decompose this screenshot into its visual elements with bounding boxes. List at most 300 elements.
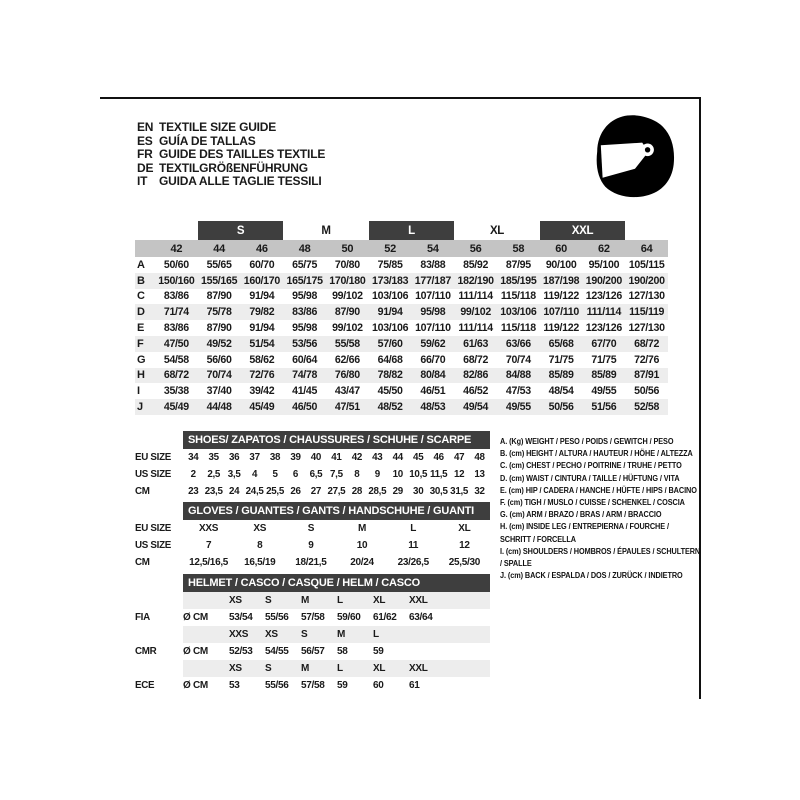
lang-row-en: [137, 121, 325, 135]
measure-value-cell: 72/76: [634, 353, 660, 366]
measure-value-cell: 65/68: [540, 336, 583, 352]
row-letter: A: [137, 258, 145, 271]
gloves-value-cell: 10: [356, 540, 368, 551]
diameter-unit-label: Ø CM: [183, 612, 208, 623]
measure-value-cell: 123/126: [585, 290, 622, 303]
helmet-size-row: [135, 626, 490, 643]
measure-value-cell: 55/65: [206, 258, 232, 271]
measure-value-cell: 160/170: [241, 273, 284, 289]
helmet-size-cell: XL: [371, 660, 407, 677]
size-group-xxl: XXL: [540, 221, 626, 240]
measure-value-cell: 46/51: [420, 385, 446, 398]
measure-value-cell: 123/126: [585, 322, 622, 335]
measure-value-cell: 48/52: [369, 399, 412, 415]
shoes-value-cell: 4: [252, 469, 258, 480]
shoes-value-cell: 48: [474, 452, 485, 463]
row-letter: F: [135, 336, 155, 352]
lang-code: ES: [137, 133, 153, 148]
measure-value-cell: 47/50: [155, 336, 198, 352]
helmet-value-cell: 60: [373, 680, 384, 691]
measure-value-cell: 43/47: [334, 385, 360, 398]
helmet-size-filler: [443, 592, 490, 609]
row-letter: D: [135, 304, 155, 320]
diameter-unit-label: Ø CM: [183, 646, 208, 657]
shoes-value-cell: 25,5: [266, 486, 284, 497]
helmet-size-spacer: [135, 592, 183, 609]
helmet-header-spacer: [135, 574, 183, 592]
helmet-size-filler: [443, 660, 490, 677]
gloves-value-cell: 9: [308, 540, 314, 551]
helmet-value-filler: [443, 643, 490, 660]
shoes-row: [135, 483, 490, 500]
measure-value-cell: 185/195: [497, 273, 540, 289]
measure-value-cell: 173/183: [369, 273, 412, 289]
measure-value-cell: 53/56: [283, 336, 326, 352]
measure-value-cell: 62/66: [334, 353, 360, 366]
shoes-value-cell: 13: [474, 469, 485, 480]
row-letter: E: [137, 322, 145, 335]
shoes-value-cell: 28: [351, 486, 362, 497]
helmet-size-cell: XS: [263, 626, 299, 643]
numeric-size-cell: 52: [369, 240, 412, 257]
shoes-value-cell: 26: [290, 486, 301, 497]
gloves-title: GLOVES / GUANTES / GANTS / HANDSCHUHE / GUANTI: [183, 502, 490, 520]
lang-code: DE: [137, 160, 154, 175]
shoes-value-cell: 7,5: [330, 469, 343, 480]
measure-value-cell: 51/56: [583, 399, 626, 415]
row-letter: H: [135, 368, 155, 384]
gloves-value-cell: 23/26,5: [397, 557, 429, 568]
measure-value-cell: 83/86: [283, 304, 326, 320]
helmet-size-unit-spacer: [183, 660, 227, 677]
helmet-size-cell: L: [371, 626, 407, 643]
gloves-value-cell: 12,5/16,5: [189, 557, 229, 568]
shoes-value-cell: 30,5: [429, 486, 448, 497]
helmet-size-row: [135, 592, 490, 609]
measure-value-cell: 83/86: [163, 322, 189, 335]
legend-item: A. (Kg) WEIGHT / PESO / POIDS / GEWITCH / PESO: [500, 436, 674, 446]
gloves-value-cell: M: [358, 523, 367, 534]
measure-value-cell: 49/55: [591, 385, 617, 398]
page-title-it: GUIDA ALLE TAGLIE TESSILI: [159, 174, 322, 188]
gloves-value-cell: XL: [458, 523, 471, 534]
diameter-unit-label: Ø CM: [183, 680, 208, 691]
numeric-size-cell: 42: [155, 240, 198, 257]
gloves-value-cell: 16,5/19: [244, 557, 276, 568]
shoes-value-cell: 2,5: [207, 469, 221, 480]
gloves-row: [135, 537, 490, 554]
numeric-size-row: [135, 240, 668, 257]
page-title: TEXTILE SIZE GUIDE: [159, 120, 277, 134]
measure-value-cell: 95/98: [292, 322, 318, 335]
measure-value-cell: 82/86: [454, 368, 497, 384]
measure-value-cell: 170/180: [326, 273, 369, 289]
gloves-value-cell: 12: [459, 540, 470, 551]
shoes-value-cell: 11,5: [430, 469, 448, 480]
shoes-value-cell: 34: [188, 452, 199, 463]
measure-value-cell: 64/68: [377, 353, 403, 366]
numeric-size-cell: 46: [241, 240, 284, 257]
helmet-size-cell: S: [263, 660, 299, 677]
measure-value-cell: 71/74: [155, 304, 198, 320]
row-letter: J: [135, 399, 155, 415]
gloves-value-cell: 11: [408, 540, 419, 551]
measure-value-cell: 49/55: [497, 399, 540, 415]
shoes-value-cell: 9: [374, 469, 380, 480]
shoes-value-cell: 27: [310, 486, 322, 497]
size-group-corner: [135, 221, 155, 240]
measure-value-cell: 68/72: [625, 336, 668, 352]
helmet-size-cell: M: [335, 626, 371, 643]
measure-value-cell: 103/106: [497, 304, 540, 320]
measure-value-cell: 45/49: [241, 399, 284, 415]
measure-value-cell: 111/114: [458, 290, 493, 303]
measure-value-cell: 63/66: [497, 336, 540, 352]
lang-code: FR: [137, 147, 153, 161]
legend-item: D. (cm) WAIST / CINTURA / TAILLE / HÜFTUNG / VITA: [500, 472, 680, 483]
measure-value-cell: 47/51: [326, 399, 369, 415]
gloves-value-cell: 7: [205, 540, 212, 551]
gloves-row: [135, 554, 490, 571]
measure-row-e: [135, 320, 668, 336]
measure-value-cell: 60/70: [249, 258, 275, 271]
measure-value-cell: 115/119: [625, 304, 668, 320]
measure-value-cell: 48/54: [548, 385, 574, 398]
helmet-size-cell: L: [335, 592, 371, 609]
shoes-value-cell: 46: [433, 452, 444, 463]
helmet-size-spacer: [135, 626, 183, 643]
row-label: EU SIZE: [135, 449, 183, 466]
measure-value-cell: 95/100: [588, 258, 620, 271]
numeric-size-cell: 64: [625, 240, 668, 257]
measure-row-i: [135, 383, 668, 399]
shoes-value-cell: 31,5: [450, 486, 469, 497]
measure-value-cell: 84/88: [497, 368, 540, 384]
helmet-value-cell: 53: [229, 680, 240, 691]
numeric-size-cell: 54: [412, 240, 455, 257]
measure-value-cell: 95/98: [412, 304, 455, 320]
measure-value-cell: 187/198: [540, 273, 583, 289]
measure-value-cell: 49/54: [454, 399, 497, 415]
measure-value-cell: 177/187: [412, 273, 455, 289]
gloves-grid: [135, 502, 490, 571]
standard-label: FIA: [135, 609, 183, 626]
shoes-value-cell: 6: [292, 469, 299, 480]
measure-value-cell: 85/89: [583, 368, 626, 384]
row-label: EU SIZE: [135, 520, 183, 537]
shoes-size-table: [135, 431, 490, 500]
measure-value-cell: 90/100: [545, 258, 577, 271]
measure-value-cell: 91/94: [249, 322, 275, 335]
helmet-value-cell: 54/55: [265, 646, 289, 657]
helmet-value-cell: 58: [337, 646, 348, 657]
numeric-size-cell: 44: [198, 240, 241, 257]
numeric-size-cell: 62: [583, 240, 626, 257]
helmet-size-cell: XS: [227, 660, 263, 677]
shoes-title: SHOES/ ZAPATOS / CHAUSSURES / SCHUHE / SCARPE: [183, 431, 490, 449]
measure-value-cell: 115/118: [500, 290, 536, 303]
row-letter: G: [137, 353, 146, 366]
helmet-size-cell: XXS: [227, 626, 263, 643]
shoes-value-cell: 2: [190, 469, 196, 480]
helmet-value-cell: [407, 643, 443, 660]
helmet-size-cell: S: [299, 626, 335, 643]
shoes-value-cell: 23: [188, 486, 199, 497]
textile-size-table: [135, 221, 668, 415]
measure-value-cell: 65/75: [292, 258, 318, 271]
measure-value-cell: 47/53: [505, 385, 531, 398]
measure-value-cell: 55/58: [326, 336, 369, 352]
lang-code: EN: [137, 120, 154, 134]
helmet-header-row: [135, 574, 490, 592]
measure-value-cell: 190/200: [625, 273, 668, 289]
legend-item: F. (cm) TIGH / MUSLO / CUISSE / SCHENKEL / COSCIA: [500, 497, 685, 508]
row-letter: B: [135, 273, 155, 289]
helmet-value-cell: 57/58: [301, 680, 325, 691]
lang-row-es: [137, 135, 325, 149]
measure-value-cell: 87/95: [505, 258, 531, 271]
measure-value-cell: 41/45: [292, 385, 318, 398]
measure-value-cell: 71/75: [591, 353, 617, 366]
size-group-xl: XL: [454, 221, 540, 240]
measure-value-cell: 119/122: [543, 290, 579, 303]
measure-row-a: [135, 257, 668, 273]
helmet-value-cell: 59/60: [337, 612, 361, 623]
shoes-value-cell: 24: [228, 486, 240, 497]
measure-value-cell: 51/54: [241, 336, 284, 352]
measure-value-cell: 115/118: [500, 322, 536, 335]
lang-code: IT: [137, 174, 148, 188]
shoes-value-cell: 42: [351, 452, 362, 463]
measure-value-cell: 50/60: [163, 258, 189, 271]
measure-value-cell: 76/80: [326, 368, 369, 384]
legend-item: E. (cm) HIP / CADERA / HANCHE / HÜFTE / HIPS / BACINO: [500, 484, 697, 495]
page-border-top: [100, 97, 701, 99]
helmet-size-cell: M: [299, 592, 335, 609]
shoes-value-cell: 29: [392, 486, 403, 497]
helmet-size-cell: XS: [227, 592, 263, 609]
shoes-value-cell: 36: [228, 452, 240, 463]
legend-item: C. (cm) CHEST / PECHO / POITRINE / TRUHE / PETTO: [500, 460, 682, 471]
helmet-title: HELMET / CASCO / CASQUE / HELM / CASCO: [183, 574, 490, 592]
measure-value-cell: 87/91: [625, 368, 668, 384]
legend-item: H. (cm) INSIDE LEG / ENTREPIERNA / FOURCHE / SCHRITT / FORCELLA: [500, 521, 669, 544]
helmet-size-cell: XL: [371, 592, 407, 609]
helmet-value-cell: 59: [337, 680, 348, 691]
measure-value-cell: 75/85: [377, 258, 403, 271]
shoes-value-cell: 41: [331, 452, 342, 463]
shoes-value-cell: 28,5: [368, 486, 387, 497]
measure-value-cell: 119/122: [543, 322, 579, 335]
measure-value-cell: 155/165: [198, 273, 241, 289]
gloves-value-cell: 18/21,5: [295, 557, 327, 568]
measure-value-cell: 70/74: [505, 353, 531, 366]
numeric-size-cell: 56: [454, 240, 497, 257]
helmet-size-unit-spacer: [183, 592, 227, 609]
helmet-size-cell: L: [335, 660, 371, 677]
measure-value-cell: 46/52: [463, 385, 489, 398]
shoes-value-cell: 27,5: [327, 486, 346, 497]
size-group-row: [135, 221, 668, 240]
shoes-value-cell: 24,5: [245, 486, 264, 497]
measure-value-cell: 103/106: [372, 290, 409, 303]
measure-value-cell: 99/102: [332, 290, 363, 303]
measure-value-cell: 72/76: [241, 368, 284, 384]
measure-value-cell: 50/56: [540, 399, 583, 415]
legend-item: G. (cm) ARM / BRAZO / BRAS / ARM / BRACCIO: [500, 509, 662, 520]
shoes-value-cell: 35: [208, 452, 219, 463]
helmet-size-cell: XXL: [407, 660, 443, 677]
measure-value-cell: 83/88: [420, 258, 446, 271]
measurement-legend: [500, 435, 701, 581]
measure-value-cell: 127/130: [628, 322, 665, 335]
measure-value-cell: 45/50: [377, 385, 403, 398]
lang-row-de: [137, 162, 325, 176]
measure-value-cell: 190/200: [583, 273, 626, 289]
measure-value-cell: 39/42: [249, 385, 275, 398]
measure-value-cell: 49/52: [198, 336, 241, 352]
gloves-value-cell: 20/24: [350, 557, 374, 568]
helmet-value-cell: 55/56: [265, 612, 289, 623]
measure-value-cell: 58/62: [249, 353, 275, 366]
title-language-list: [137, 121, 325, 189]
measure-value-cell: 48/53: [412, 399, 455, 415]
measure-value-cell: 35/38: [163, 385, 189, 398]
measure-value-cell: 95/98: [292, 290, 318, 303]
shoes-value-cell: 45: [413, 452, 424, 463]
row-label: CM: [135, 554, 183, 571]
helmet-value-row-fia: [135, 609, 490, 626]
gloves-value-cell: XS: [253, 523, 267, 534]
measure-value-cell: 59/62: [412, 336, 455, 352]
gloves-value-cell: 8: [257, 540, 263, 551]
measure-value-cell: 85/92: [463, 258, 489, 271]
helmet-grid: [135, 574, 490, 694]
measure-value-cell: 50/56: [634, 385, 660, 398]
measure-value-cell: 182/190: [454, 273, 497, 289]
measure-value-cell: 99/102: [332, 322, 363, 335]
legend-item: I. (cm) SHOULDERS / HOMBROS / ÉPAULES / SCHULTERN / SPALLE: [500, 545, 701, 569]
shoes-value-cell: 10,5: [409, 469, 428, 480]
measure-value-cell: 66/70: [420, 353, 446, 366]
shoes-value-cell: 5: [272, 469, 278, 480]
shoes-value-cell: 38: [269, 452, 281, 463]
shoes-header-spacer: [135, 431, 183, 449]
measure-value-cell: 107/110: [540, 304, 583, 320]
measure-value-cell: 165/175: [283, 273, 326, 289]
gloves-value-cell: S: [307, 523, 315, 534]
shoes-grid: [135, 431, 490, 500]
shoes-value-cell: 40: [310, 452, 322, 463]
gloves-row: [135, 520, 490, 537]
numeric-size-cell: 58: [497, 240, 540, 257]
measure-row-g: [135, 352, 668, 368]
helmet-size-cell: M: [299, 660, 335, 677]
measure-value-cell: 75/78: [198, 304, 241, 320]
helmet-size-unit-spacer: [183, 626, 227, 643]
measure-value-cell: 68/72: [463, 353, 489, 366]
helmet-value-row-cmr: [135, 643, 490, 660]
helmet-size-spacer: [135, 660, 183, 677]
page-title-fr: GUIDE DES TAILLES TEXTILE: [159, 147, 326, 161]
shoes-row: [135, 449, 490, 466]
shoes-value-cell: 10: [392, 469, 403, 480]
helmet-value-cell: 61: [409, 680, 420, 691]
lang-row-fr: [137, 148, 325, 162]
legend-item: B. (cm) HEIGHT / ALTURA / HAUTEUR / HÖHE / ALTEZZA: [500, 448, 693, 459]
measure-value-cell: 111/114: [458, 322, 493, 335]
helmet-icon: [590, 112, 680, 202]
page-title-de: TEXTILGRÖßENFÜHRUNG: [159, 160, 308, 175]
measure-value-cell: 87/90: [206, 290, 232, 303]
measure-row-j: [135, 399, 668, 415]
helmet-value-cell: 56/57: [301, 646, 325, 657]
measure-value-cell: 87/90: [326, 304, 369, 320]
measure-value-cell: 45/49: [155, 399, 198, 415]
helmet-size-cell: [407, 626, 443, 643]
helmet-size-row: [135, 660, 490, 677]
numeric-size-cell: 60: [540, 240, 583, 257]
lang-row-it: [137, 175, 325, 189]
measure-value-cell: 46/50: [283, 399, 326, 415]
gloves-size-table: [135, 502, 490, 571]
shoes-value-cell: 3,5: [227, 469, 241, 480]
helmet-value-filler: [443, 609, 490, 626]
helmet-value-row-ece: [135, 677, 490, 694]
measure-value-cell: 74/78: [283, 368, 326, 384]
helmet-value-cell: 53/54: [229, 612, 253, 623]
shoes-value-cell: 12: [453, 469, 465, 480]
gloves-header-spacer: [135, 502, 183, 520]
size-group-empty: [155, 221, 198, 240]
measure-value-cell: 70/80: [334, 258, 360, 271]
helmet-value-cell: 57/58: [301, 612, 325, 623]
helmet-size-cell: S: [263, 592, 299, 609]
measure-row-f: [135, 336, 668, 352]
shoes-value-cell: 23,5: [204, 486, 223, 497]
helmet-size-table: [135, 574, 490, 694]
legend-item: J. (cm) BACK / ESPALDA / DOS / ZURÜCK / INDIETRO: [500, 570, 683, 581]
gloves-value-cell: 25,5/30: [448, 557, 480, 568]
row-label: US SIZE: [135, 537, 183, 554]
shoes-row: [135, 466, 490, 483]
measure-value-cell: 127/130: [628, 290, 665, 303]
measure-value-cell: 54/58: [163, 353, 189, 366]
measure-value-cell: 107/110: [415, 290, 451, 303]
measure-value-cell: 150/160: [155, 273, 198, 289]
measure-value-cell: 99/102: [454, 304, 497, 320]
measure-value-cell: 91/94: [369, 304, 412, 320]
shoes-value-cell: 43: [372, 452, 383, 463]
row-letter: I: [137, 385, 140, 398]
measure-value-cell: 80/84: [412, 368, 455, 384]
helmet-value-cell: 63/64: [409, 612, 433, 623]
measure-value-cell: 60/64: [292, 353, 318, 366]
helmet-value-cell: 55/56: [265, 680, 289, 691]
measure-value-cell: 61/63: [454, 336, 497, 352]
shoes-value-cell: 39: [290, 452, 301, 463]
measure-row-d: [135, 304, 668, 320]
measure-value-cell: 57/60: [369, 336, 412, 352]
measure-value-cell: 87/90: [206, 322, 232, 335]
measure-value-cell: 85/89: [540, 368, 583, 384]
gloves-value-cell: L: [410, 523, 417, 534]
standard-label: ECE: [135, 677, 183, 694]
row-label: CM: [135, 483, 183, 500]
helmet-size-cell: XXL: [407, 592, 443, 609]
numeric-size-cell: 50: [326, 240, 369, 257]
measure-value-cell: 44/48: [198, 399, 241, 415]
